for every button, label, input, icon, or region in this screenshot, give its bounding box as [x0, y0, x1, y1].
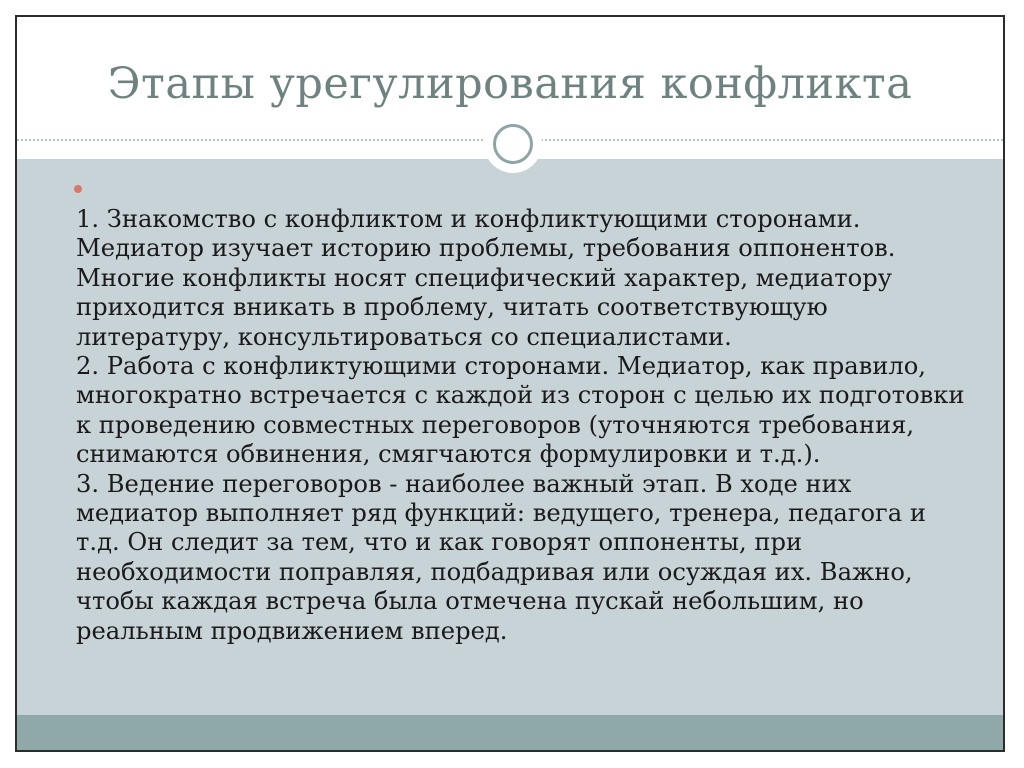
slide-title: Этапы урегулирования конфликта — [107, 59, 913, 109]
slide-body-text: 1. Знакомство с конфликтом и конфликтующими сторонами. Медиатор изучает историю проблемы, требования оппонентов. Многие конфликты носят специфический характер, медиатору приходится вникать в проблему, читать соответствующую литературу, консультироваться со специалистами. 2. Работа с конфликтующими сторонами. Медиатор, как правило, многократно встречается с каждой из сторон с целью их подготовки к проведению совместных переговоров (уточняются требования, снимаются обвинения, смягчаются формулировки и т.д.). 3. Ведение переговоров - наиболее важный этап. В ходе них медиатор выполняет ряд функций: ведущего, тренера, педагога и т.д. Он следит за тем, что и как говорят оппоненты, при необходимости поправляя, подбадривая или осуждая их. Важно, чтобы каждая встреча была отмечена пускай небольшим, но реальным продвижением вперед. — [76, 205, 965, 645]
footer-band — [17, 715, 1003, 750]
ring-ornament-inner — [493, 124, 533, 164]
bullet-dot-icon — [74, 185, 82, 193]
ring-ornament-icon — [484, 115, 542, 173]
slide-frame — [15, 15, 1005, 752]
